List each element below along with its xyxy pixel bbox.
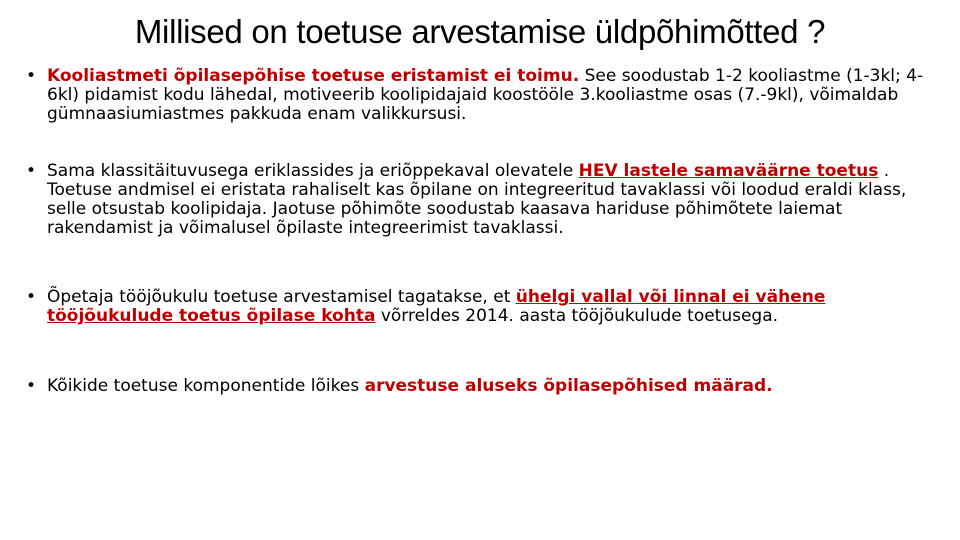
bullet-item-1 xyxy=(26,67,931,124)
bullet-item-2 xyxy=(26,162,931,238)
bullet-2-highlight: HEV lastele samaväärne toetus xyxy=(578,161,879,181)
bullet-3-text-after: võrreldes 2014. aasta tööjõukulude toetusega. xyxy=(375,306,779,326)
bullet-item-4 xyxy=(26,377,931,396)
slide-title: Millised on toetuse arvestamise üldpõhimõtted ? xyxy=(134,13,826,50)
bullet-1-text: See soodustab 1-2 kooliastme (1-3kl; 4-6kl) pidamist kodu lähedal, motiveerib koolipidajaid koostööle 3.kooliastme osas (7.-9kl), võimaldab gümnaasiumiastmes pakkuda enam valikkursusi. xyxy=(47,66,924,124)
bullet-1-highlight: Kooliastmeti õpilasepõhise toetuse eristamist ei toimu. xyxy=(47,66,580,86)
bullet-4-text-before: Kõikide toetuse komponentide lõikes xyxy=(47,376,365,396)
bullet-icon: • xyxy=(26,287,37,307)
bullet-icon: • xyxy=(26,376,37,396)
bullet-item-3 xyxy=(26,288,931,326)
bullet-icon: • xyxy=(26,66,37,86)
bullet-2-text-after: . Toetuse andmisel ei eristata rahaliselt kas õpilane on integreeritud tavaklassi või loodud eraldi klass, selle otsustab koolipidaja. Jaotuse põhimõte soodustab kaasava hariduse põhimõtete laiemat rakendamist ja võimalusel õpilaste integreerimist tavaklassi. xyxy=(47,161,907,238)
bullet-3-text-before: Õpetaja tööjõukulu toetuse arvestamisel tagatakse, et xyxy=(47,287,516,307)
bullet-4-highlight: arvestuse aluseks õpilasepõhised määrad. xyxy=(364,376,773,396)
bullet-list xyxy=(26,67,931,434)
bullet-3-highlight: ühelgi vallal või linnal ei vähene tööjõukulude toetus õpilase kohta xyxy=(47,287,826,326)
bullet-icon: • xyxy=(26,161,37,181)
bullet-2-text-before: Sama klassitäituvusega eriklassides ja eriõppekaval olevatele xyxy=(47,161,579,181)
